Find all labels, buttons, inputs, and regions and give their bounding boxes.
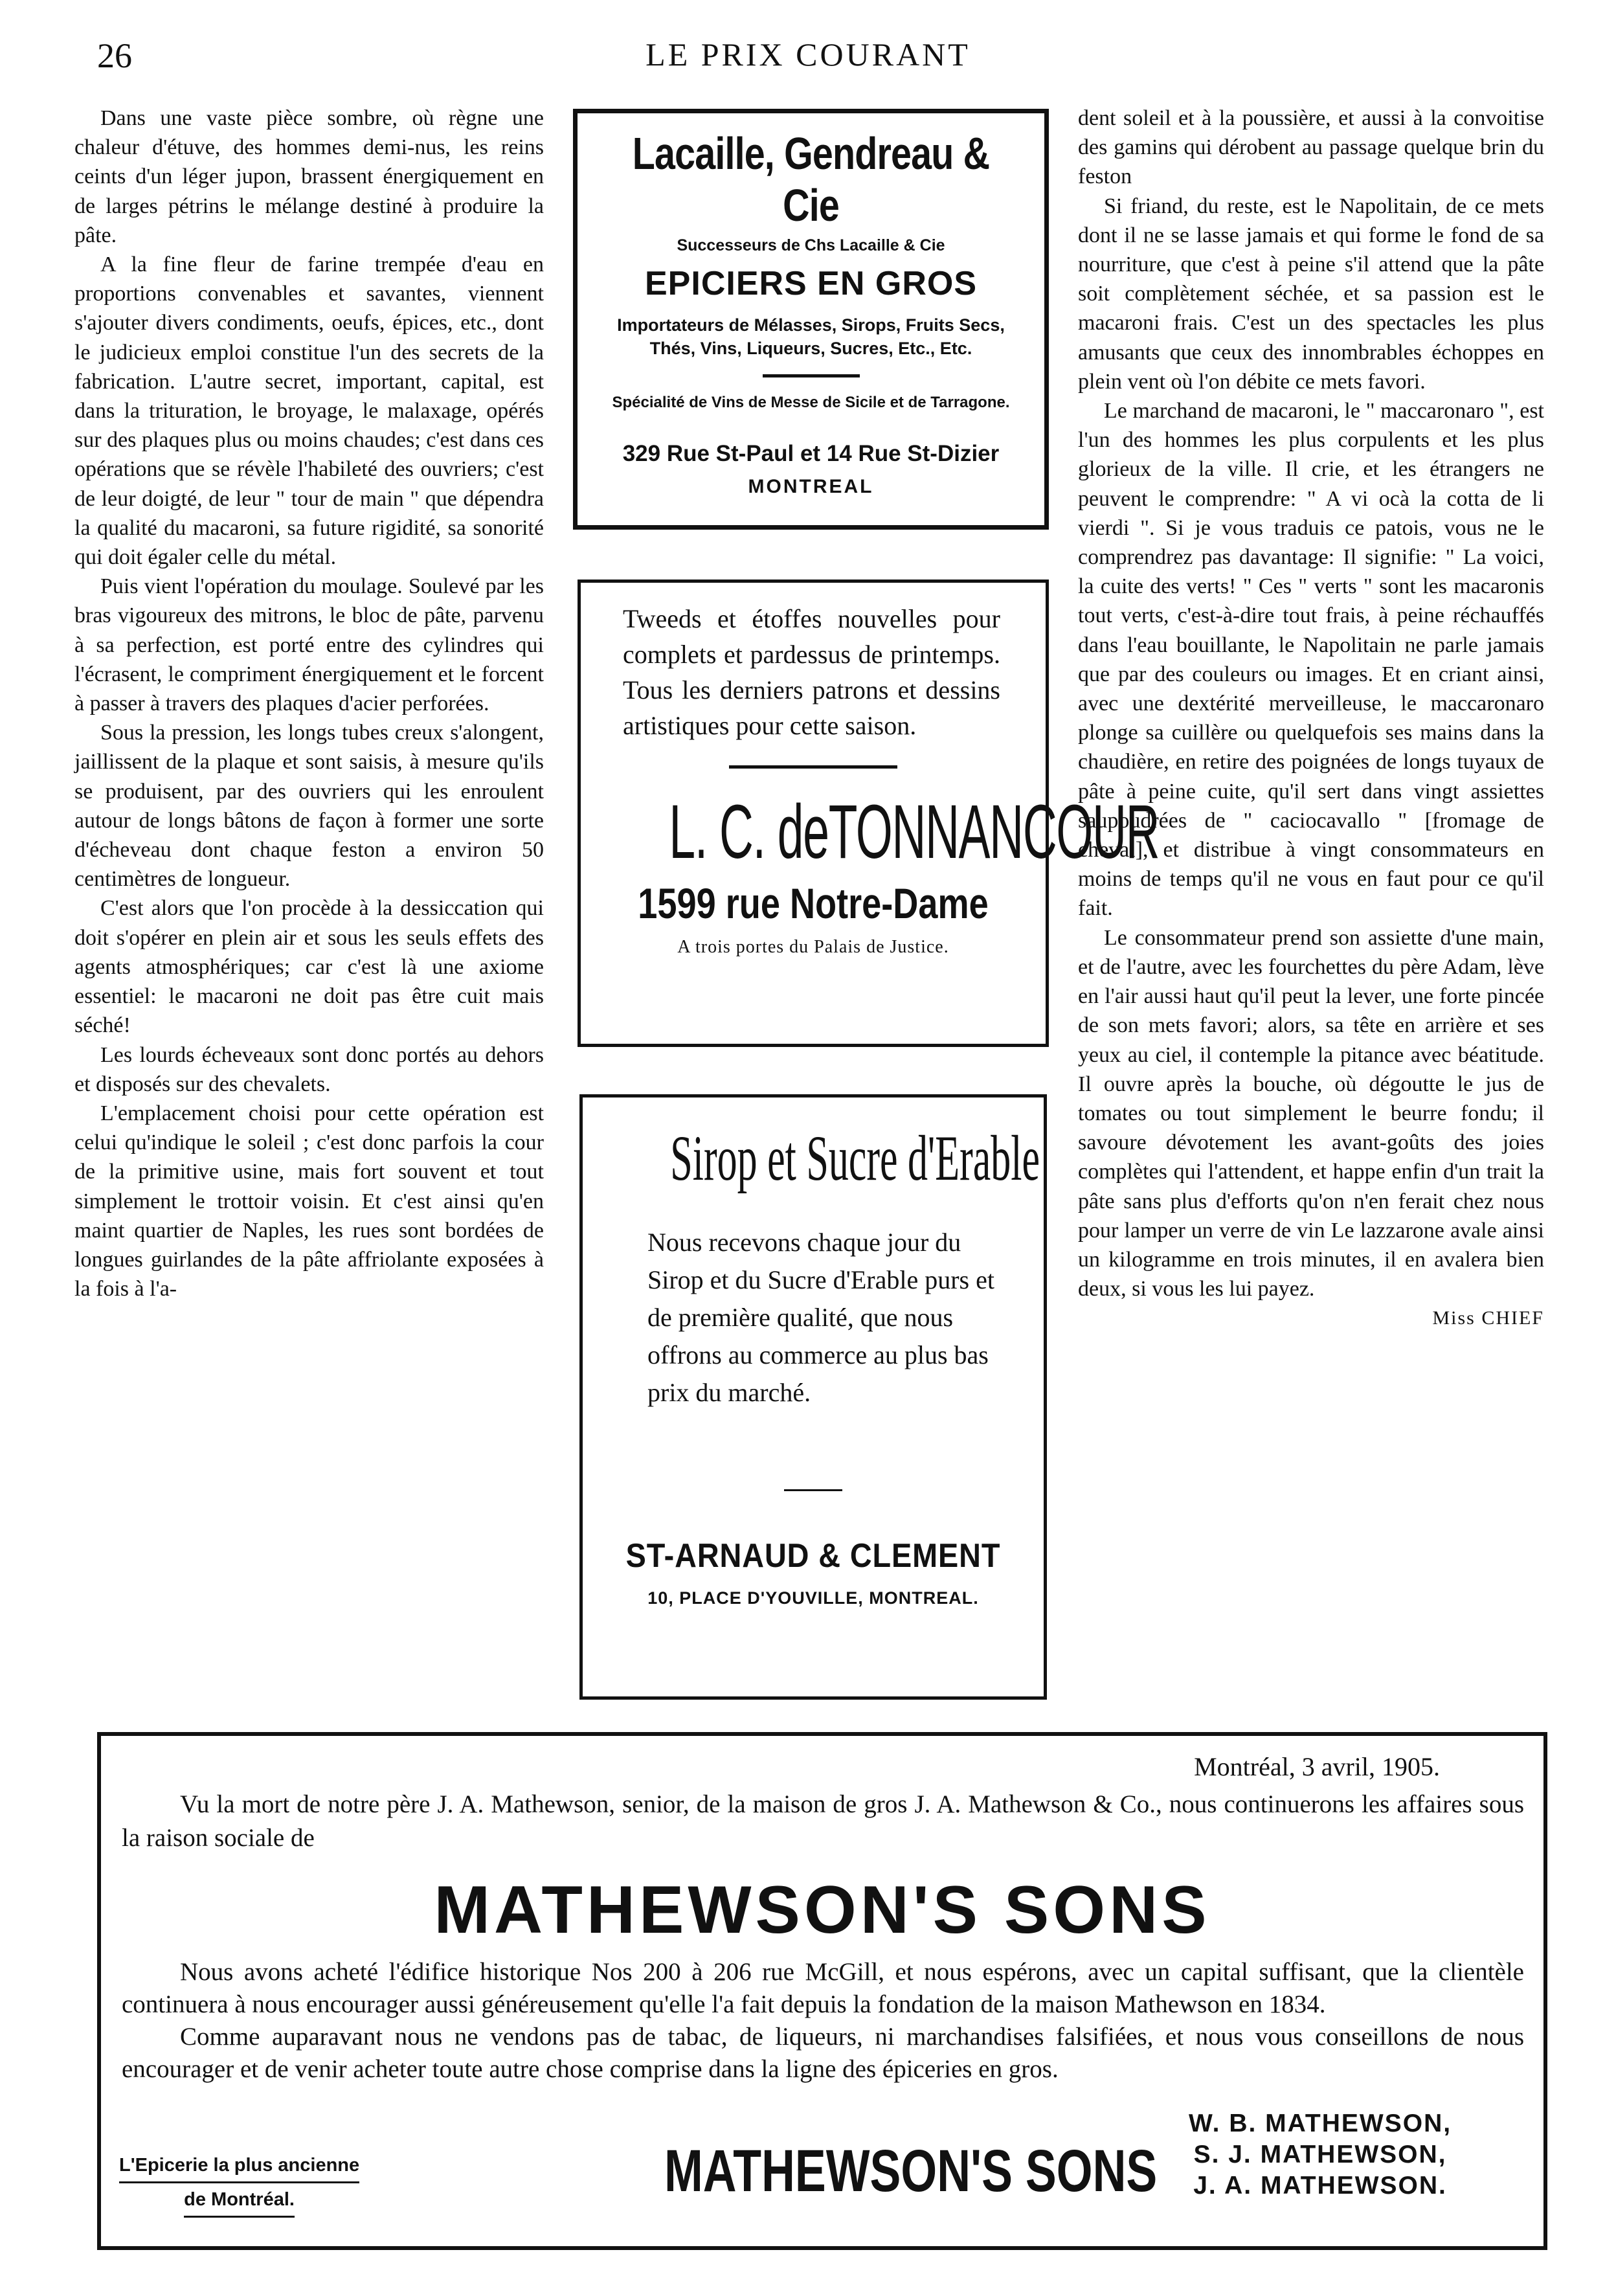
article-paragraph: C'est alors que l'on procède à la dessiccation qui doit s'opérer en plein air et sous les seuls effets des agents atmosphériques; car c'est là une axiome essentiel: le macaroni ne doit pas être cuit mais séché!	[74, 896, 544, 1038]
ad-firm-name-large: MATHEWSON'S SONS	[434, 1873, 1211, 1948]
article-paragraph: Si friand, du reste, est le Napolitain, de ce mets dont il ne se lasse jamais et qui forme le fond de sa nourriture, que c'est à peine s'il attend que la pâte soit complètement séchée, et sa passion est le macaroni frais. C'est un des spectacles les plus amusants que ceux des innombrables échoppes en plein vent où l'on débite ce mets favori.	[1078, 194, 1544, 394]
article-column-left	[74, 104, 544, 1303]
ad-date: Montréal, 3 avril, 1905.	[1194, 1752, 1440, 1781]
journal-title: LE PRIX COURANT	[645, 36, 971, 73]
ad-firm-name: Lacaille, Gendreau & Cie	[632, 128, 990, 231]
article-signature: Miss CHIEF	[1432, 1307, 1544, 1329]
partner-name: S. J. MATHEWSON,	[1193, 2141, 1447, 2168]
ad-address: 10, PLACE D'YOUVILLE, MONTREAL.	[647, 1588, 979, 1608]
ad-oldest-line: L'Epicerie la plus ancienne	[119, 2149, 359, 2183]
ad-paragraph: Comme auparavant nous ne vendons pas de tabac, de liqueurs, ni marchandises falsifiées, et nous vous conseillons de nous encourager et de venir acheter toute autre chose comprise dans la ligne des épiceries en gros.	[122, 2023, 1524, 2083]
article-paragraph: Le consommateur prend son assiette d'une main, et de l'autre, avec les fourchettes du père Adam, lève en l'air aussi haut qu'il peut la lever, une forte pincée de son mets favori; alors, sa tête en arrière et ses yeux au ciel, il contemple la pitance avec béatitude. Il ouvre après la bouche, où dégoutte le jus de tomates ou tout simplement le beurre fondu; il savoure dévotement les avant-goûts des joies complètes qui l'attendent, et happe enfin d'un trait la pâte sans plus d'efforts qu'on n'en ferait chez nous pour lamper un verre de vin Le lazzarone avale ainsi un kilogramme en trois minutes, il en avalera bien deux, si vous les lui payez.	[1078, 925, 1544, 1301]
ad-oldest-line: de Montréal.	[184, 2183, 295, 2218]
article-paragraph: Dans une vaste pièce sombre, où règne une chaleur d'étuve, des hommes demi-nus, les reins ceints d'un léger jupon, brassent énergiquement en de larges pétrins le mélange destiné à produire la pâte.	[74, 106, 544, 247]
ad-body-text	[122, 1956, 1524, 2086]
article-paragraph: Sous la pression, les longs tubes creux s'alongent, jaillissent de la plaque et sont saisis, à mesure qu'ils se produisent, par des ouvriers qui les enroulent autour de longs bâtons de façon à former une sorte d'écheveau dont chaque feston a environ 50 centimètres de longueur.	[74, 721, 544, 892]
article-paragraph: dent soleil et à la poussière, et aussi à la convoitise des gamins qui dérobent au passage quelque brin du feston	[1078, 106, 1544, 189]
ad-body-text: Tweeds et étoffes nouvelles pour complets et pardessus de printemps. Tous les derniers patrons et dessins artistiques pour cette saison.	[623, 604, 1000, 740]
partner-name: W. B. MATHEWSON,	[1189, 2110, 1452, 2137]
ad-location-note: A trois portes du Palais de Justice.	[677, 937, 949, 957]
advertisement-lacaille	[573, 109, 1049, 530]
article-paragraph: Le marchand de macaroni, le " maccaronaro ", est l'un des hommes les plus corpulents et les plus glorieux de la ville. Il crie, et les étrangers ne peuvent le comprendre: " A vi ocà la cotta de li vierdi ". Si je vous traduis ce patois, vous ne le comprendrez pas davantage: Il signifie: " La voici, la cuite des verts! " Ces " verts " sont les macaronis tout verts, c'est-à-dire tout frais, à peine réchauffés dans l'eau bouillante, le Napolitain ne parle jamais que par des couleurs ou images. Et en criant ainsi, avec une dextérité merveilleuse, le maccaronaro plonge sa cuillère ou quelquefois ses mains dans la chaudière, en retire des poignées de longs tuyaux de pâte à peine cuite, qu'il sert dans vingt assiettes saupoudrées de " caciocavallo " [fromage de cheval], et distribue à vingt consommateurs en moins de temps qu'il ne vous en faut pour ce qu'il fait.	[1078, 399, 1544, 921]
article-paragraph: Puis vient l'opération du moulage. Soulevé par les bras vigoureux des mitrons, le bloc de pâte, parvenu à sa perfection, est porté entre des cylindres qui l'écrasent, le compriment énergiquement et le forcent à passer à travers des plaques d'acier perforées.	[74, 574, 544, 716]
advertisement-mathewson	[97, 1732, 1547, 2250]
ad-partners	[1189, 2108, 1452, 2201]
ad-oldest-grocery	[119, 2149, 359, 2218]
ad-importers-text: Importateurs de Mélasses, Sirops, Fruits Secs, Thés, Vins, Liqueurs, Sucres, Etc., Etc.	[617, 315, 1005, 358]
advertisement-tonnancour	[578, 580, 1160, 1047]
partner-name: J. A. MATHEWSON.	[1193, 2172, 1447, 2200]
ad-successors: Successeurs de Chs Lacaille & Cie	[677, 236, 945, 254]
page-number: 26	[97, 36, 132, 75]
article-paragraph: L'emplacement choisi pour cette opération est celui qu'indique le soleil ; c'est donc parfois la cour de la primitive usine, mais fort souvent et tout simplement le trottoir voisin. Et c'est ainsi qu'en maint quartier de Naples, les rues sont bordées de longues guirlandes de la pâte affriolante exposées à la fois à l'a-	[74, 1101, 544, 1301]
divider	[784, 1489, 842, 1491]
ad-business-type: EPICIERS EN GROS	[645, 265, 977, 302]
ad-paragraph: Nous avons acheté l'édifice historique Nos 200 à 206 rue McGill, et nous espérons, avec un capital suffisant, que la clientèle continuera à nous encourager aussi généreusement qu'elle l'a fait depuis la fondation de la maison Mathewson en 1834.	[122, 1958, 1524, 2018]
ad-address: 1599 rue Notre-Dame	[638, 879, 989, 927]
article-column-right	[1078, 104, 1544, 1333]
article-paragraph: Les lourds écheveaux sont donc portés au dehors et disposés sur des chevalets.	[74, 1042, 544, 1096]
ad-address: 329 Rue St-Paul et 14 Rue St-Dizier	[622, 441, 1000, 466]
divider	[729, 765, 897, 769]
divider	[763, 374, 860, 377]
ad-firm-name: ST-ARNAUD & CLEMENT	[625, 1537, 1001, 1575]
ad-firm-name-small: MATHEWSON'S SONS	[664, 2138, 1158, 2204]
ad-city: MONTREAL	[748, 476, 874, 497]
ad-firm-name: L. C. deTONNANCOUR	[669, 789, 1160, 875]
ad-body-text: Nous recevons chaque jour du Sirop et du Sucre d'Erable purs et de première qualité, que nous offrons au commerce au plus bas prix du marché.	[647, 1228, 994, 1407]
article-paragraph: A la fine fleur de farine trempée d'eau en proportions convenables et savantes, viennent s'ajouter divers condiments, oeufs, épices, etc., dont le judicieux emploi constitue l'un des secrets de la fabrication. L'autre secret, important, capital, est dans la trituration, le broyage, le malaxage, opérés sur des plaques plus ou moins chaudes; c'est dans ces opérations que se révèle l'habileté des ouvriers; c'est de leur doigté, de leur " tour de main " que dépendra la qualité du macaroni, sa future rigidité, sa sonorité qui doit égaler celle du métal.	[74, 253, 544, 570]
ad-heading: Sirop et Sucre d'Erable	[670, 1122, 1040, 1194]
ad-specialty: Spécialité de Vins de Messe de Sicile et de Tarragone.	[612, 394, 1010, 411]
advertisement-sirop	[579, 1094, 1047, 1700]
ad-intro-text: Vu la mort de notre père J. A. Mathewson, senior, de la maison de gros J. A. Mathewson & Co., nous continuerons les affaires sous la raison sociale de	[122, 1790, 1524, 1852]
